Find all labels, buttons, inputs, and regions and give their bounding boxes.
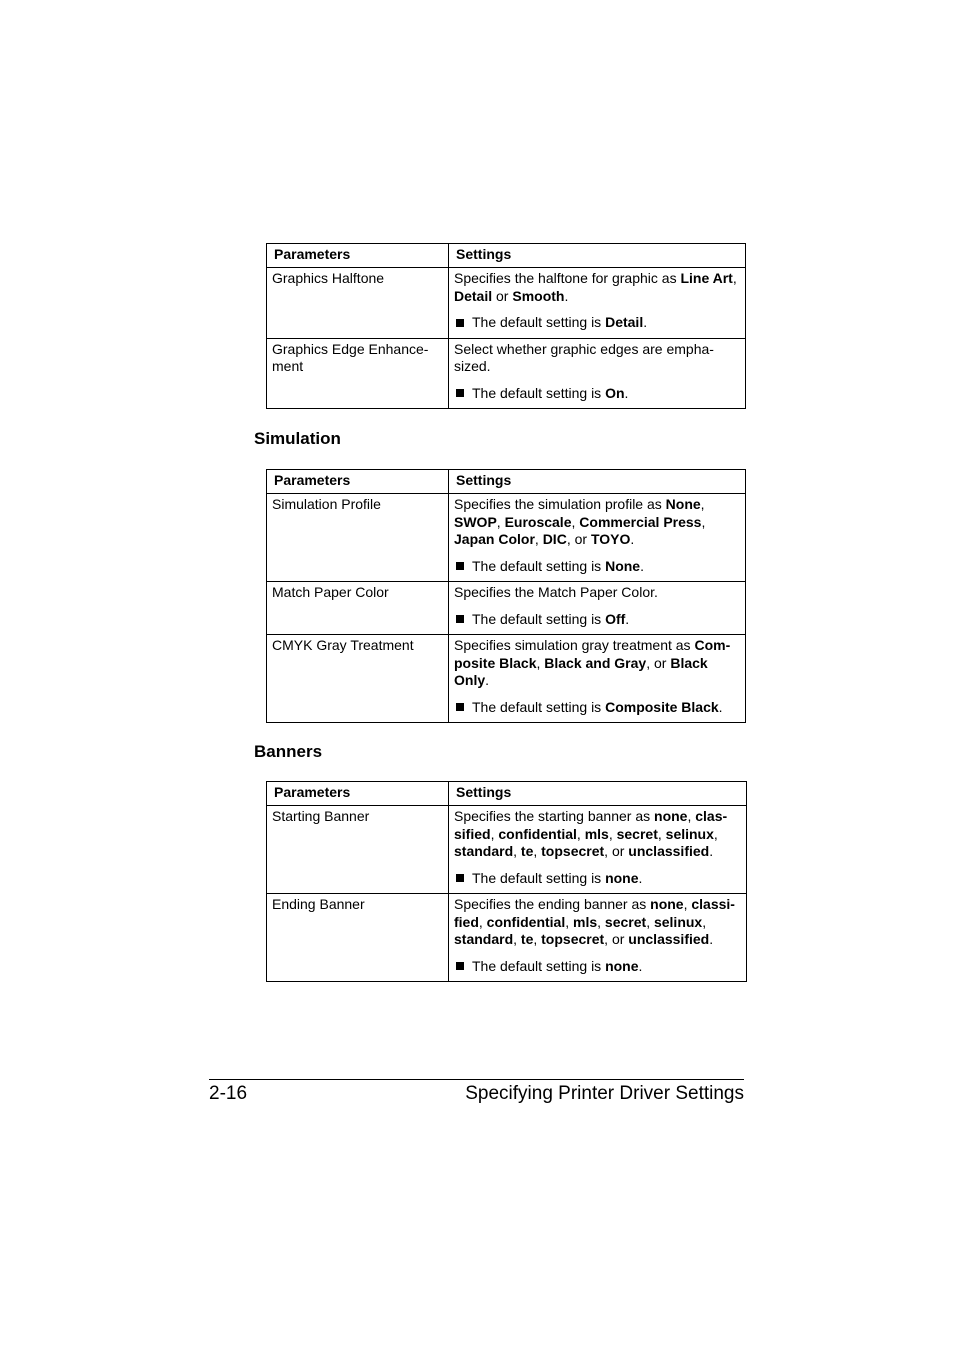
banners-settings-table [266,781,747,982]
simulation-heading: Simulation [254,429,341,448]
settings-cell [449,494,746,582]
page-number: 2-16 [209,1083,248,1104]
table-header-row [267,782,747,806]
default-note-text: The default setting is [472,610,606,627]
graphics-settings-table [266,243,746,409]
description-line: sized. [454,358,491,374]
description-line: Only. [454,672,490,688]
parameters-header: Parameters [267,470,449,494]
default-value: On [605,384,625,401]
description-line: Specifies the Match Paper Color. [454,584,658,600]
settings-cell [449,338,746,409]
param-cell: Simulation Profile [267,494,449,582]
settings-cell [449,635,746,723]
description-line: SWOP, Euroscale, Commercial Press, [454,513,706,530]
default-note-text: The default setting is [472,698,606,715]
default-value: Composite Black [605,698,719,715]
banners-heading: Banners [254,742,323,761]
default-note: The default setting is Composite Black. [454,699,740,717]
simulation-settings-table [266,469,746,723]
default-note: The default setting is On. [454,385,740,403]
default-value: none [605,869,639,886]
default-note: The default setting is none. [454,958,741,976]
square-bullet-icon [456,874,464,882]
default-note-text: The default setting is [472,557,606,574]
parameters-header: Parameters [267,782,449,806]
description-line: Specifies the halftone for graphic as Line Art, [454,270,737,286]
param-cell: Ending Banner [267,894,449,982]
default-note-text: The default setting is [472,869,606,886]
settings-header: Settings [449,782,747,806]
description-line: sified, confidential, mls, secret, selinux, [454,825,718,842]
description-line: Specifies the starting banner as none, clas- [454,808,728,824]
description-line: standard, te, topsecret, or unclassified. [454,931,714,947]
table-row [267,582,746,635]
square-bullet-icon [456,615,464,623]
description-line: Japan Color, DIC, or TOYO. [454,531,635,547]
default-note: The default setting is Detail. [454,314,740,332]
description-line: Specifies simulation gray treatment as Com- [454,637,731,653]
settings-cell [449,806,747,894]
table-row [267,894,747,982]
default-value: None [605,557,641,574]
default-note-text: The default setting is [472,314,606,330]
settings-cell [449,582,746,635]
table-header-row [267,470,746,494]
table-row [267,635,746,723]
square-bullet-icon [456,319,464,327]
table-row [267,268,746,339]
param-cell: Graphics Edge Enhance- ment [267,338,449,409]
default-note: The default setting is none. [454,870,741,888]
param-cell: CMYK Gray Treatment [267,635,449,723]
param-cell: Starting Banner [267,806,449,894]
description-line: Detail or Smooth. [454,287,569,304]
description-line: Specifies the simulation profile as None, [454,496,705,512]
default-value: none [605,957,639,974]
square-bullet-icon [456,703,464,711]
description-line: posite Black, Black and Gray, or Black [454,654,708,671]
param-cell: Graphics Halftone [267,268,449,339]
description-line: standard, te, topsecret, or unclassified. [454,843,714,859]
default-value: Off [605,610,626,627]
square-bullet-icon [456,962,464,970]
default-note-text: The default setting is [472,384,606,401]
table-header-row [267,244,746,268]
footer-title: Specifying Printer Driver Settings [465,1083,744,1104]
parameters-header: Parameters [267,244,449,268]
default-note-text: The default setting is [472,957,606,974]
settings-cell [449,894,747,982]
description-line: Select whether graphic edges are empha- [454,340,714,357]
settings-cell [449,268,746,339]
settings-header: Settings [449,244,746,268]
param-cell: Match Paper Color [267,582,449,635]
footer-divider [209,1079,744,1080]
description-line: fied, confidential, mls, secret, selinux, [454,913,707,930]
square-bullet-icon [456,389,464,397]
table-row [267,806,747,894]
square-bullet-icon [456,562,464,570]
description-line: Specifies the ending banner as none, classi- [454,896,735,912]
settings-header: Settings [449,470,746,494]
default-note: The default setting is Off. [454,611,740,629]
table-row [267,494,746,582]
default-note: The default setting is None. [454,558,740,576]
default-value: Detail [605,314,644,330]
table-row [267,338,746,409]
